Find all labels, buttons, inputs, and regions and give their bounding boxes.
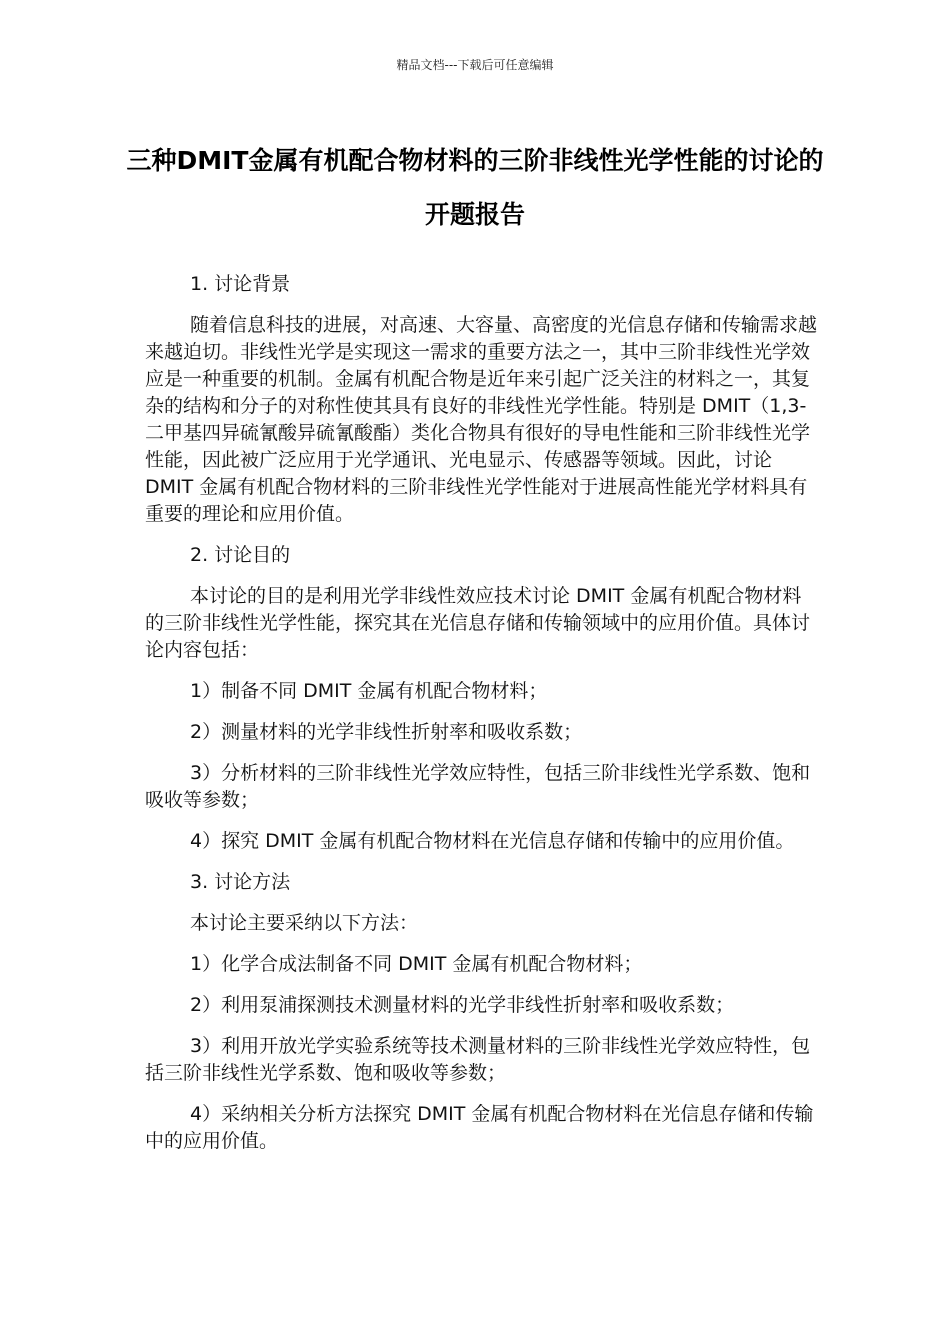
list-item-method-1: 1）化学合成法制备不同 DMIT 金属有机配合物材料；	[190, 953, 643, 975]
list-item-method-2: 2）利用泵浦探测技术测量材料的光学非线性折射率和吸收系数；	[190, 994, 735, 1016]
paragraph-methods-intro: 本讨论主要采纳以下方法：	[190, 912, 419, 934]
paragraph-purpose: 本讨论的目的是利用光学非线性效应技术讨论 DMIT 金属有机配合物材料的三阶非线性光学性能，探究其在光信息存储和传输领域中的应用价值。具体讨论内容包括：	[145, 585, 811, 661]
list-item-purpose-4: 4）探究 DMIT 金属有机配合物材料在光信息存储和传输中的应用价值。	[190, 830, 795, 852]
section-heading-purpose: 2. 讨论目的	[190, 544, 291, 566]
list-item-purpose-3: 3）分析材料的三阶非线性光学效应特性，包括三阶非线性光学系数、饱和吸收等参数；	[145, 762, 811, 811]
section-heading-background: 1. 讨论背景	[190, 273, 291, 295]
list-item-purpose-2: 2）测量材料的光学非线性折射率和吸收系数；	[190, 721, 583, 743]
header-note: 精品文档---下载后可任意编辑	[396, 58, 554, 72]
list-item-method-4: 4）采纳相关分析方法探究 DMIT 金属有机配合物材料在光信息存储和传输中的应用价值。	[145, 1103, 814, 1152]
document-title: 三种DMIT金属有机配合物材料的三阶非线性光学性能的讨论的开题报告	[126, 146, 824, 229]
document-body	[145, 271, 817, 1169]
list-item-purpose-1: 1）制备不同 DMIT 金属有机配合物材料；	[190, 680, 548, 702]
section-heading-methods: 3. 讨论方法	[190, 871, 291, 893]
list-item-method-3: 3）利用开放光学实验系统等技术测量材料的三阶非线性光学效应特性，包括三阶非线性光学系数、饱和吸收等参数；	[145, 1035, 811, 1084]
paragraph-background: 随着信息科技的进展，对高速、大容量、高密度的光信息存储和传输需求越来越迫切。非线性光学是实现这一需求的重要方法之一，其中三阶非线性光学效应是一种重要的机制。金属有机配合物是近年来引起广泛关注的材料之一，其复杂的结构和分子的对称性使其具有良好的非线性光学性能。特别是 DMIT（1,3-二甲基四异硫氰酸异硫氰酸酯）类化合物具有很好的导电性能和三阶非线性光学性能，因此被广泛应用于光学通讯、光电显示、传感器等领域。因此，讨论 DMIT 金属有机配合物材料的三阶非线性光学性能对于进展高性能光学材料具有重要的理论和应用价值。	[145, 314, 818, 525]
